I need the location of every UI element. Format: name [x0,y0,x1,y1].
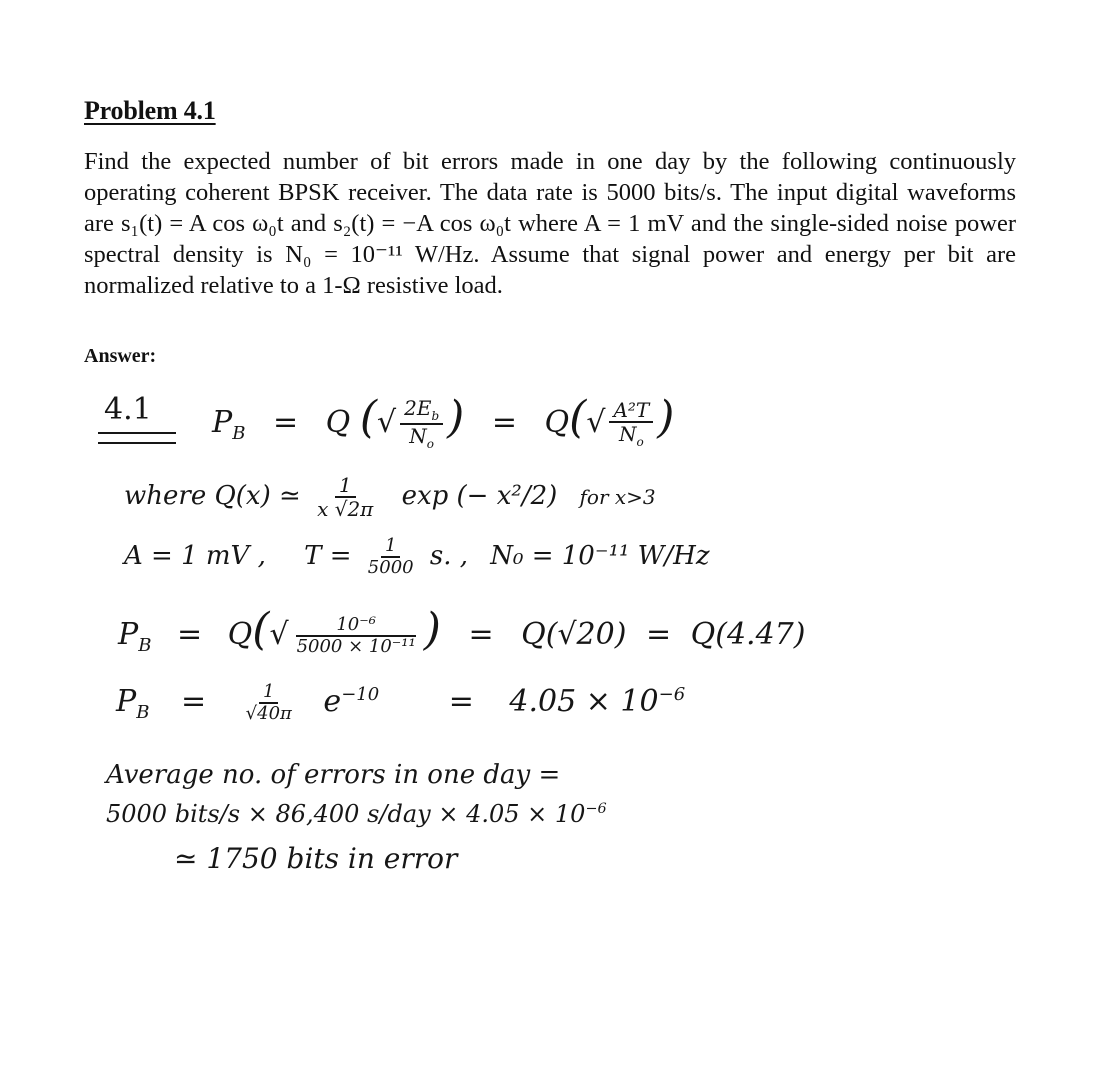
calculation-exponent: −6 [585,801,607,817]
calculation-text: 5000 bits/s × 86,400 s/day × 4.05 × 10 [106,800,586,828]
line-calculation [106,800,607,828]
fraction-one: 1 [335,474,356,498]
answer-label: Answer: [84,345,157,367]
q-4-47: Q(4.47) [690,617,806,652]
equals-sign: = [272,405,299,440]
q-function: Q [325,405,351,440]
n0-symbol: N [409,424,427,448]
t-equals: T = [304,540,352,571]
n0-subscript: o [426,437,434,451]
line-average: Average no. of errors in one day = [106,760,561,790]
pb-symbol: P [212,405,233,440]
problem-statement-text: Find the expected number of bit errors made in one day by the following continuously operating coherent BPSK receiver. The data rate is 5000 bits/s. The input digital waveforms are s₁(t) = A cos ω₀t and s₂(t) = −A cos ω₀t where A = 1 mV and the single-sided noise power spectral density is N₀ = 10⁻¹¹ W/Hz. Assume that signal power and energy per bit are normalized relative to a 1-Ω resistive load. [84,148,1016,299]
line-pb-definition: $P_B = Q$ (√ $\frac{2E_b}{N_o}$ ) = Q(√ $\frac{\text{A²T}}{N_o}$ ) [212,392,675,451]
t-unit: s. , [429,540,469,571]
sqrt-40-pi: √40π [245,702,292,724]
number-underline [98,432,176,444]
a-value: A = 1 mV , [124,540,266,571]
a-squared-t: A²T [609,399,653,423]
problem-statement [84,146,1016,301]
e-exponent: −10 [341,683,380,705]
n0-value: N₀ = 10⁻¹¹ W/Hz [490,540,710,571]
eb-subscript: b [431,408,440,423]
numerator-10-6: 10⁻⁶ [296,615,416,637]
line-pb-substitution: $P_B = Q(√$ $\frac{\text{10⁻⁶}}{\text{5000 × 10⁻¹¹}}$ ) = Q(√20) = Q(4.47) [118,604,806,657]
for-x-condition: for x>3 [579,485,656,509]
t-denominator: 5000 [367,556,414,578]
e-symbol: e [323,683,342,719]
line-q-approximation [124,474,656,520]
problem-title: Problem 4.1 [84,96,216,125]
problem-number: 4.1 [104,392,152,427]
x-sqrt-2pi: x √2π [317,497,374,521]
line-givens: A = 1 mV , T = $\frac{1}{5000}$ s. , N₀ = 10⁻¹¹ W/Hz [124,535,710,578]
line-pb-result: $P_B$ = $\frac{1}{√40\pi}$ $e^{-10} = 4.05 \times 10^{-6}$ [116,681,686,724]
pb-result-value: 4.05 × 10 [509,683,659,719]
pb-result-exponent: −6 [658,683,686,705]
exp-term: exp (− x²/2) [401,481,558,511]
q-sqrt-20: Q(√20) [521,617,627,652]
line-final-answer: ≃ 1750 bits in error [174,842,458,875]
two-eb: 2E [404,395,432,420]
denominator-5000: 5000 × 10⁻¹¹ [296,636,416,657]
where-q-text: where Q(x) ≃ [124,481,301,511]
pb-subscript: B [232,423,246,444]
